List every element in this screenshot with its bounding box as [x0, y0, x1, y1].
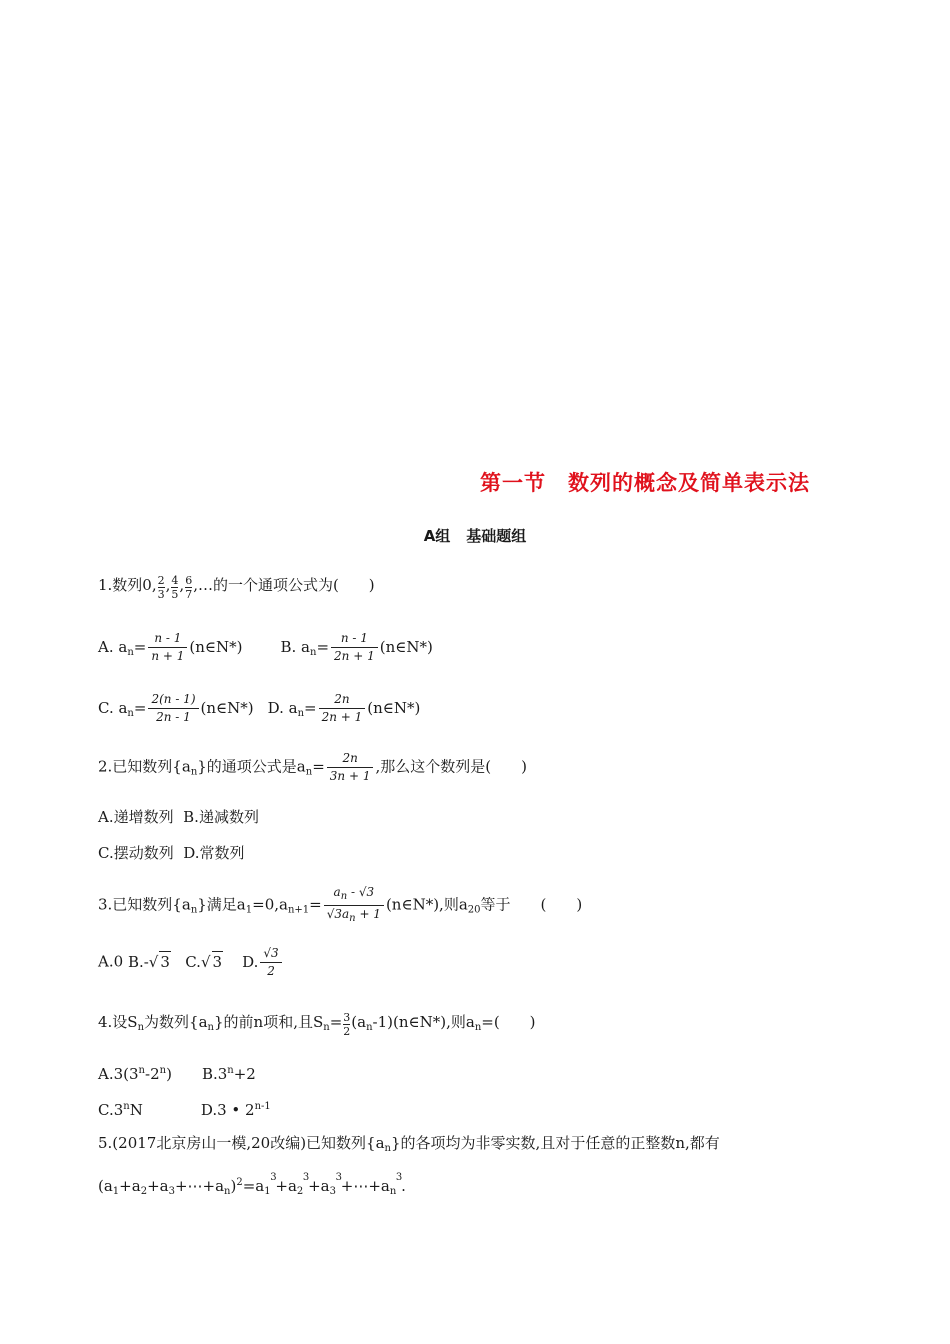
group-name: A组: [423, 527, 451, 545]
option-a: A.递增数列: [98, 808, 174, 826]
question-3-options: [98, 945, 284, 980]
question-2-stem: 2.已知数列$\{a_n\}$的通项公式是$a_n=$ $\frac{2n}{3n + 1}$ ,那么这个数列是( ): [98, 751, 527, 783]
question-4-options-cd: [98, 1097, 271, 1120]
fraction: $\frac{2}{3}$: [157, 574, 165, 601]
question-1-options-cd: [98, 691, 420, 726]
question-2-options-cd: [98, 843, 245, 863]
answer-paren: ( ): [540, 895, 583, 914]
option-d: D. $\frac{√3}{2}$: [242, 953, 284, 971]
question-5-equation: $(a_1+a_2+a_3+\cdots+a_n)^2=a_1$ 3 $+a_2$ 3 $+a_3$ 3 $+\cdots+a_n$ 3 .: [98, 1172, 406, 1197]
fraction: $\frac{6}{7}$: [185, 574, 193, 601]
fraction: $\frac{a_n - √3}{√3a_n + 1}$: [324, 884, 384, 927]
section-title: [480, 467, 810, 497]
option-c: C.摆动数列: [98, 844, 174, 862]
option-b: B. $a_n=$ $\frac{n - 1}{2n + 1}$ (n∈N*): [280, 631, 433, 663]
question-3-stem: 3.已知数列$\{a_n\}$满足$a_1=0,a_{n+1}=$ $\frac{a_n - √3}{√3a_n + 1}$ (n∈N*),则$a_{20}$等于 ( ): [98, 884, 582, 927]
section-number: 第一节: [480, 471, 546, 495]
section-name: 数列的概念及简单表示法: [568, 471, 810, 495]
option-c: C.√ 3: [185, 952, 223, 971]
question-1-options-ab: [98, 630, 433, 665]
option-b: $B.3^n+2$: [201, 1065, 256, 1083]
option-d: D. $a_n=$ $\frac{2n}{2n + 1}$ (n∈N*): [267, 692, 421, 724]
fraction: $\frac{4}{5}$: [171, 574, 179, 601]
group-label: 基础题组: [466, 527, 527, 545]
option-d: D.3 • 2$^{n-1}$: [200, 1101, 271, 1119]
group-heading: [0, 525, 950, 546]
question-1-stem: 1.数列0, $\frac{2}{3}$, $\frac{4}{5}$, $\frac{6}{7},\dots$的一个通项公式为( ): [98, 574, 375, 601]
option-d: D.常数列: [183, 844, 245, 862]
option-c: C. $a_n=$ $\frac{2(n - 1)}{2n - 1}$ (n∈N*): [98, 692, 254, 724]
option-b: B.递减数列: [183, 808, 259, 826]
fraction: $\frac{2n}{3n + 1}$: [327, 750, 374, 785]
option-a: A.3(3$^n$-2$^n$): [98, 1065, 172, 1083]
question-4-stem: 4.设$S_n$为数列$\{a_n\}$的前n项和,且$S_n=$ $\frac{3}{2}(a_n-1)(n\in N*)$,则$a_n=$( ): [98, 1011, 536, 1038]
question-4-options-ab: [98, 1061, 256, 1084]
question-5-stem: 5.(2017北京房山一模,20改编)已知数列$\{a_n\}$的各项均为非零实数,且对于任意的正整数n,都有: [98, 1134, 720, 1154]
fraction: $\frac{3}{2}$: [343, 1011, 351, 1038]
question-2-options-ab: [98, 807, 259, 827]
option-b: B.-√ 3: [127, 952, 170, 971]
option-a: A. $a_n=$ $\frac{n - 1}{n + 1}$ (n∈N*): [98, 631, 243, 663]
option-c: C.3$^n$N: [98, 1101, 143, 1119]
option-a: A.0: [98, 952, 124, 971]
